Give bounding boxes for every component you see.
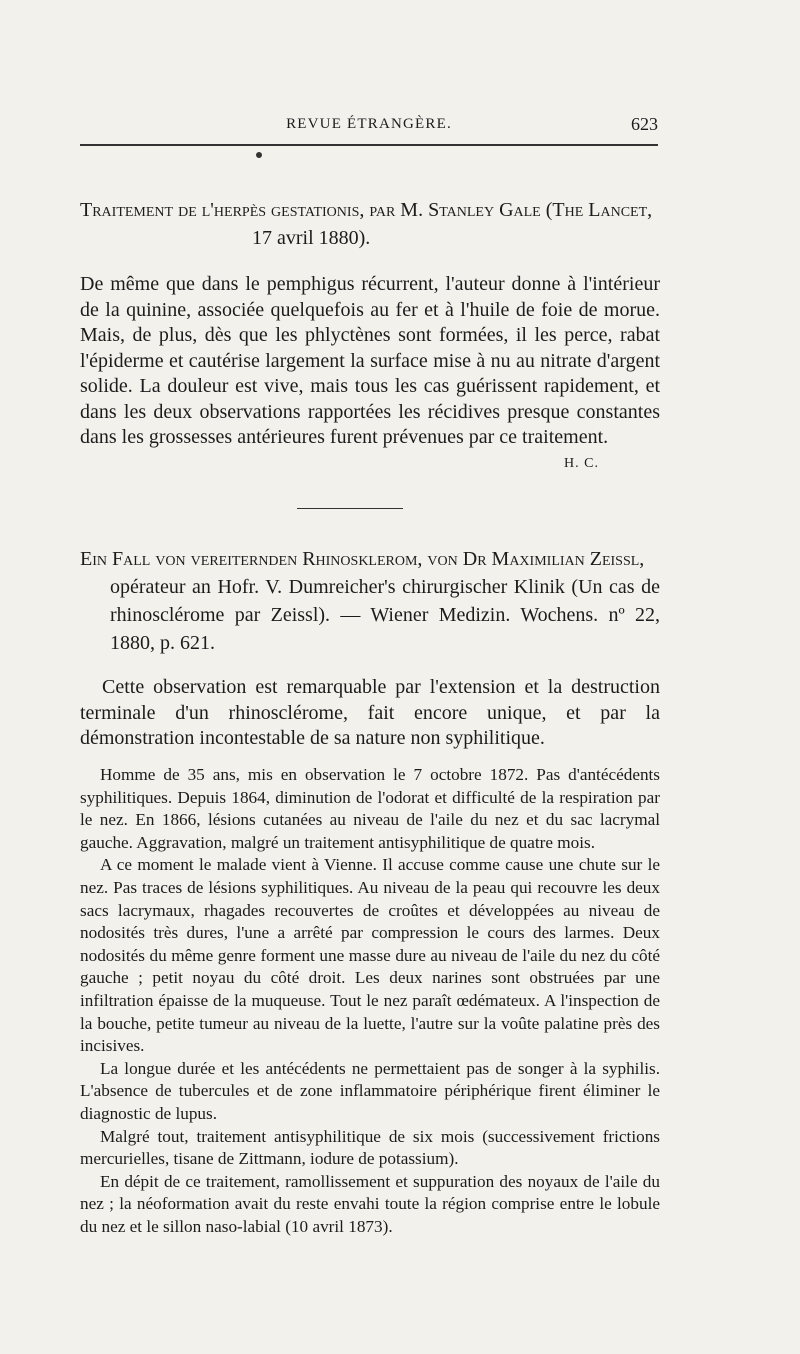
- article1-signature: H. C.: [564, 456, 599, 471]
- page-header: [80, 112, 658, 138]
- article2-observation: [80, 764, 660, 1238]
- header-rule: [80, 144, 658, 146]
- observation-paragraph-4: Malgré tout, traitement antisyphilitique de six mois (successivement frictions mercurielles, tisane de Zittmann, iodure de potassium).: [80, 1126, 660, 1169]
- article1-body: [80, 272, 660, 451]
- article1-title-line1: Traitement de l'herpès gestationis, par M. Stanley Gale (The Lancet,: [80, 199, 653, 221]
- article2-title-rest: opérateur an Hofr. V. Dumreicher's chirurgischer Klinik (Un cas de rhinosclérome par Zeissl). — Wiener Medizin. Wochens. nº 22, 1880, p. 621.: [110, 576, 660, 654]
- observation-paragraph-5: En dépit de ce traitement, ramollissement et suppuration des noyaux de l'aile du nez ; la néoformation avait du reste envahi toute la région comprise entre le lobule du nez et le sillon naso-labial (10 avril 1873).: [80, 1171, 660, 1236]
- article1-title-line2: 17 avril 1880).: [252, 227, 371, 249]
- article1-title: [80, 196, 660, 252]
- observation-paragraph-1: Homme de 35 ans, mis en observation le 7 octobre 1872. Pas d'antécédents syphilitiques. Depuis 1864, diminution de l'odorat et difficulté de la respiration par le nez. En 1866, lésions cutanées au niveau de l'aile du nez et du sac lacrymal gauche. Aggravation, malgré un traitement antisyphilitique de quatre mois.: [80, 765, 660, 852]
- article2-intro: [80, 675, 660, 752]
- article2-title-line1: Ein Fall von vereiternden Rhinosklerom, von Dr Maximilian Zeissl,: [80, 548, 645, 570]
- observation-paragraph-2: A ce moment le malade vient à Vienne. Il accuse comme cause une chute sur le nez. Pas traces de lésions syphilitiques. Au niveau de la peau qui recouvre les deux sacs lacrymaux, rhagades recouvertes de croûtes et développées au niveau de nodosités très dures, l'une a arrêté par compression le cours des larmes. Deux nodosités du même genre forment une masse dure au niveau de l'aile du nez du côté gauche ; petit noyau du côté droit. Les deux narines sont obstruées par une infiltration épaisse de la muqueuse. Tout le nez paraît œdémateux. A l'inspection de la bouche, petite tumeur au niveau de la luette, l'autre sur la voûte palatine près des incisives.: [80, 855, 660, 1056]
- section-separator: [297, 508, 403, 509]
- observation-paragraph-3: La longue durée et les antécédents ne permettaient pas de songer à la syphilis. L'absence de tubercules et de zone inflammatoire périphérique firent éliminer le diagnostic de lupus.: [80, 1058, 660, 1123]
- running-title: REVUE ÉTRANGÈRE.: [286, 116, 452, 132]
- article1-paragraph: De même que dans le pemphigus récurrent, l'auteur donne à l'intérieur de la quinine, associée quelquefois au fer et à l'huile de foie de morue. Mais, de plus, dès que les phlyctènes sont formées, il les perce, rabat l'épiderme et cautérise largement la surface mise à nu au nitrate d'argent solide. La douleur est vive, mais tous les cas guérissent rapidement, et dans les deux observations rapportées les récidives presque constantes dans les grossesses antérieures furent prévenues par ce traitement.: [80, 273, 660, 448]
- article2-title: [80, 545, 660, 657]
- page-number: 623: [631, 114, 658, 134]
- article2-intro-paragraph: Cette observation est remarquable par l'extension et la destruction terminale d'un rhinosclérome, fait encore unique, et par la démonstration incontestable de sa nature non syphilitique.: [80, 676, 660, 749]
- ornament-dot: [256, 152, 262, 158]
